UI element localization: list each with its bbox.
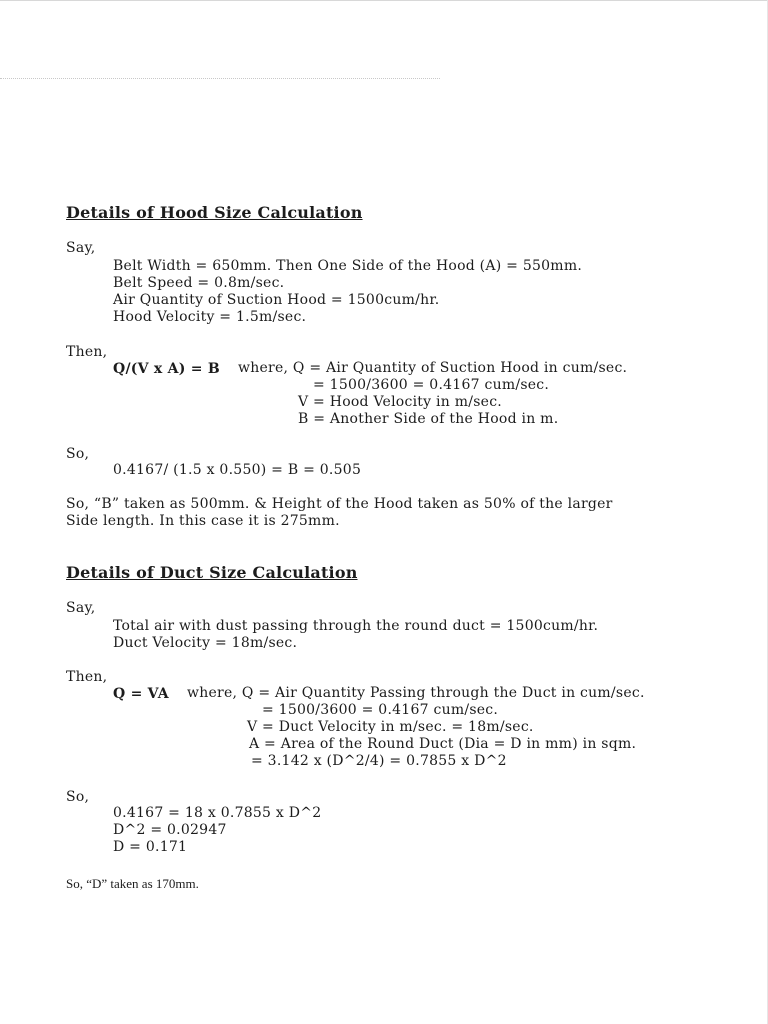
duct-step-line: D^2 = 0.02947 <box>113 822 227 838</box>
hood-given-line: Belt Width = 650mm. Then One Side of the Hood (A) = 550mm. <box>113 258 583 274</box>
duct-where-line: V = Duct Velocity in m/sec. = 18m/sec. <box>247 719 534 735</box>
duct-step-line: D = 0.171 <box>113 839 188 855</box>
hood-given-line: Hood Velocity = 1.5m/sec. <box>113 309 307 325</box>
scan-dotted-line <box>0 78 440 79</box>
duct-given-line: Duct Velocity = 18m/sec. <box>113 635 298 651</box>
hood-given-line: Belt Speed = 0.8m/sec. <box>113 275 285 291</box>
hood-given-line: Air Quantity of Suction Hood = 1500cum/hr. <box>113 292 440 308</box>
duct-then-label: Then, <box>66 669 108 685</box>
hood-section-heading: Details of Hood Size Calculation <box>66 203 363 222</box>
duct-step-line: 0.4167 = 18 x 0.7855 x D^2 <box>113 805 322 821</box>
hood-where-line: V = Hood Velocity in m/sec. <box>298 394 502 410</box>
duct-where-line: = 3.142 x (D^2/4) = 0.7855 x D^2 <box>251 753 507 769</box>
duct-where-line: A = Area of the Round Duct (Dia = D in mm) in sqm. <box>249 736 637 752</box>
hood-so-label: So, <box>66 446 90 462</box>
hood-formula: Q/(V x A) = B <box>113 361 220 377</box>
duct-where-line: where, Q = Air Quantity Passing through the Duct in cum/sec. <box>187 685 645 701</box>
duct-formula: Q = VA <box>113 686 169 702</box>
hood-where-line: where, Q = Air Quantity of Suction Hood in cum/sec. <box>238 360 628 376</box>
hood-where-line: B = Another Side of the Hood in m. <box>298 411 559 427</box>
hood-where-line: = 1500/3600 = 0.4167 cum/sec. <box>313 377 550 393</box>
hood-conclusion-line: So, “B” taken as 500mm. & Height of the Hood taken as 50% of the larger <box>66 496 613 512</box>
hood-result: 0.4167/ (1.5 x 0.550) = B = 0.505 <box>113 462 362 478</box>
scan-edge-top <box>0 0 768 1</box>
duct-conclusion: So, “D” taken as 170mm. <box>66 876 199 891</box>
duct-so-label: So, <box>66 789 90 805</box>
duct-where-line: = 1500/3600 = 0.4167 cum/sec. <box>262 702 499 718</box>
duct-given-line: Total air with dust passing through the round duct = 1500cum/hr. <box>113 618 599 634</box>
duct-say-label: Say, <box>66 600 96 616</box>
hood-then-label: Then, <box>66 344 108 360</box>
duct-section-heading: Details of Duct Size Calculation <box>66 563 358 582</box>
hood-say-label: Say, <box>66 240 96 256</box>
hood-conclusion-line: Side length. In this case it is 275mm. <box>66 513 340 529</box>
